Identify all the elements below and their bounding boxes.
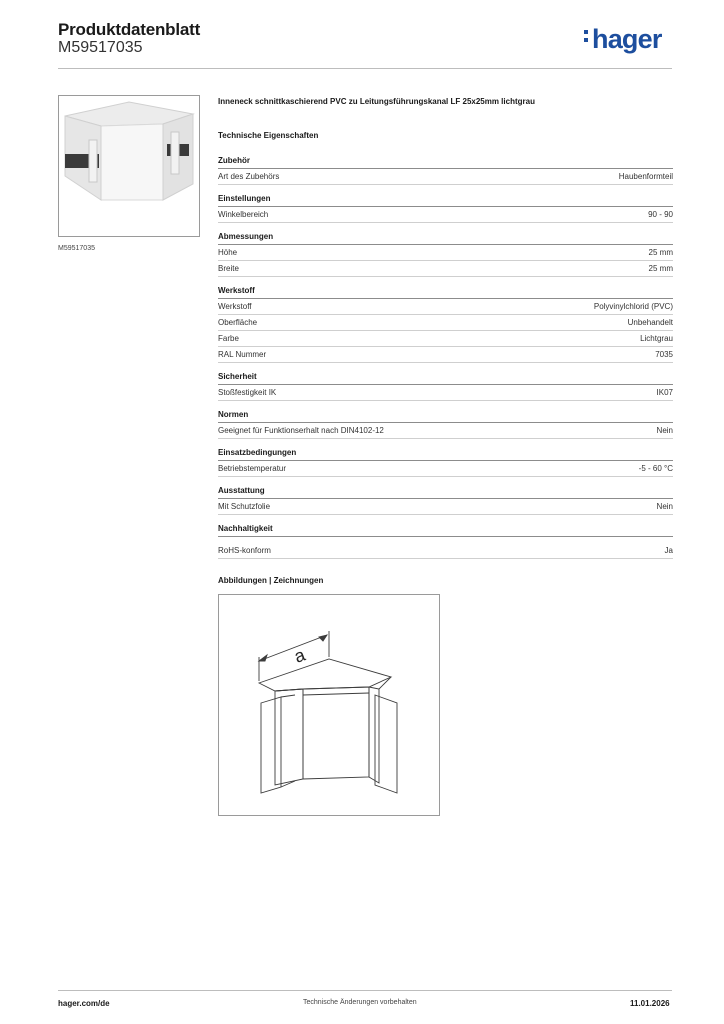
spec-label: Farbe	[218, 334, 239, 343]
specifications-table	[218, 155, 673, 567]
technical-drawing	[218, 594, 440, 816]
header-divider	[58, 68, 672, 69]
spec-section-dimensions	[218, 231, 673, 277]
section-title: Einstellungen	[218, 193, 673, 207]
spec-label: RAL Nummer	[218, 350, 267, 359]
spec-label: Winkelbereich	[218, 210, 269, 219]
spec-section-settings	[218, 193, 673, 223]
spec-value: Unbehandelt	[627, 318, 673, 327]
spec-row	[218, 461, 673, 477]
spec-row	[218, 261, 673, 277]
spec-row	[218, 169, 673, 185]
section-title: Zubehör	[218, 155, 673, 169]
spec-label: Geeignet für Funktionserhalt nach DIN4102-12	[218, 426, 384, 435]
product-description: Inneneck schnittkaschierend PVC zu Leitungsführungskanal LF 25x25mm lichtgrau	[218, 97, 535, 106]
spec-row	[218, 331, 673, 347]
section-title: Einsatzbedingungen	[218, 447, 673, 461]
spec-value: IK07	[656, 388, 673, 397]
spec-label: Art des Zubehörs	[218, 172, 280, 181]
section-title: Nachhaltigkeit	[218, 523, 673, 537]
logo-dots-icon	[584, 30, 589, 46]
figures-heading: Abbildungen | Zeichnungen	[218, 576, 324, 585]
spec-section-sustainability	[218, 523, 673, 559]
spec-row	[218, 423, 673, 439]
section-title: Normen	[218, 409, 673, 423]
article-number: M59517035	[58, 39, 143, 56]
spec-value: Nein	[656, 426, 673, 435]
spec-value: 25 mm	[648, 264, 673, 273]
product-image-caption: M59517035	[58, 245, 95, 252]
product-image	[58, 95, 200, 237]
hager-logo	[592, 24, 662, 55]
spec-section-accessory	[218, 155, 673, 185]
spec-label: Höhe	[218, 248, 238, 257]
spec-row	[218, 347, 673, 363]
tech-properties-heading: Technische Eigenschaften	[218, 131, 319, 140]
footer-note: Technische Änderungen vorbehalten	[303, 999, 417, 1006]
spec-section-operating-conditions	[218, 447, 673, 477]
footer-date: 11.01.2026	[630, 999, 670, 1008]
spec-label: Oberfläche	[218, 318, 258, 327]
spec-value: Lichtgrau	[640, 334, 673, 343]
spec-value: Haubenformteil	[618, 172, 673, 181]
spec-section-safety	[218, 371, 673, 401]
spec-label: Werkstoff	[218, 302, 252, 311]
spec-row	[218, 245, 673, 261]
spec-value: 90 - 90	[648, 210, 673, 219]
spec-label: Breite	[218, 264, 239, 273]
spec-row	[218, 299, 673, 315]
spec-label: RoHS-konform	[218, 546, 271, 555]
section-title: Abmessungen	[218, 231, 673, 245]
dimension-label: a	[291, 644, 308, 667]
spec-row	[218, 385, 673, 401]
spec-row	[218, 543, 673, 559]
spec-value: Nein	[656, 502, 673, 511]
spec-value: Polyvinylchlorid (PVC)	[593, 302, 673, 311]
spec-label: Mit Schutzfolie	[218, 502, 271, 511]
page-title: Produktdatenblatt	[58, 20, 201, 39]
spec-value: 25 mm	[648, 248, 673, 257]
section-title: Werkstoff	[218, 285, 673, 299]
spec-label: Betriebstemperatur	[218, 464, 287, 473]
footer-website-link[interactable]: hager.com/de	[58, 999, 110, 1008]
spec-label: Stoßfestigkeit IK	[218, 388, 277, 397]
spec-value: -5 - 60 °C	[638, 464, 673, 473]
spec-section-standards	[218, 409, 673, 439]
section-title: Sicherheit	[218, 371, 673, 385]
spec-row	[218, 315, 673, 331]
section-title: Ausstattung	[218, 485, 673, 499]
spec-section-equipment	[218, 485, 673, 515]
spec-value: Ja	[664, 546, 673, 555]
spec-section-material	[218, 285, 673, 363]
logo-text: hager	[592, 24, 662, 54]
spec-value: 7035	[655, 350, 673, 359]
footer-divider	[58, 990, 672, 991]
spec-row	[218, 499, 673, 515]
spec-row	[218, 207, 673, 223]
